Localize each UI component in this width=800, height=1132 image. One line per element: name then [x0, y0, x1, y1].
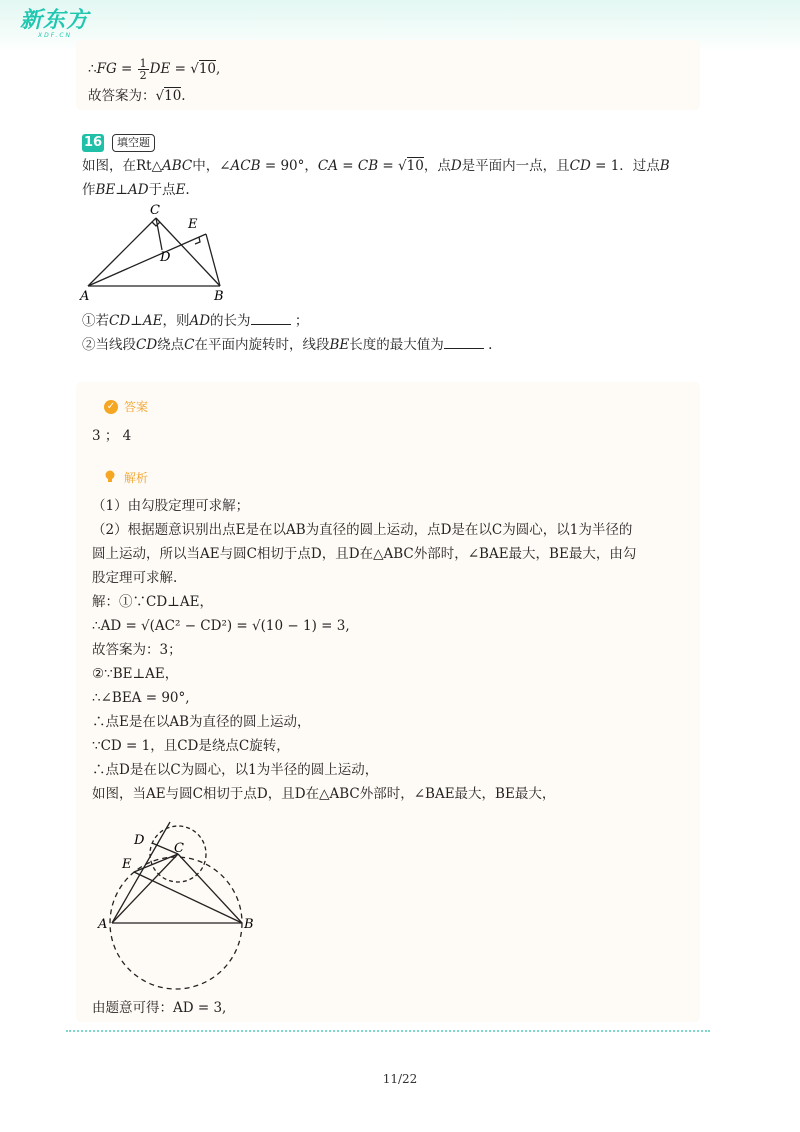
- svg-text:B: B: [214, 289, 224, 304]
- question-type-tag: 填空题: [112, 134, 155, 152]
- svg-text:E: E: [188, 217, 198, 232]
- analysis-line: （2）根据题意识别出点E是在以AB为直径的圆上运动，点D是在以C为圆心，以1为半径的: [92, 522, 633, 538]
- analysis-line: ②∵BE⊥AE，: [92, 666, 179, 682]
- prev-line-2: 故答案为：√10.: [88, 88, 186, 104]
- analysis-line: （1）由勾股定理可求解；: [92, 498, 250, 514]
- check-icon: ✓: [104, 400, 118, 414]
- analysis-last-line: 由题意可得：AD = 3,: [92, 1000, 227, 1016]
- analysis-line: 解：①∵CD⊥AE，: [92, 594, 213, 610]
- sub-question-1: ①若CD⊥AE，则AD的长为 ；: [82, 310, 308, 331]
- answer-title: 答案: [124, 400, 149, 414]
- page-number: 11/22: [382, 1072, 418, 1086]
- answer-value: 3 ； 4: [92, 428, 132, 444]
- answer-blank: [444, 334, 484, 349]
- brand-logo: 新东方 XDF.CN: [20, 8, 90, 39]
- sub-question-2: ②当线段CD绕点C在平面内旋转时，线段BE长度的最大值为 .: [82, 334, 492, 355]
- analysis-line: ∴点E是在以AB为直径的圆上运动，: [92, 714, 311, 730]
- analysis-line: 股定理可求解.: [92, 570, 178, 586]
- question-number-badge: 16: [83, 135, 103, 150]
- prev-line-1: ∴FG = $\frac{1}{2}$ DE = √10,: [88, 57, 221, 82]
- svg-text:B: B: [244, 917, 254, 932]
- svg-text:E: E: [122, 857, 132, 872]
- question-stem-line-1: 如图，在Rt△ABC中，∠ACB = 90°，CA = CB = √10，点D是平面内一点，且CD = 1．过点B: [82, 158, 670, 174]
- svg-text:C: C: [174, 841, 184, 856]
- question-stem-line-2: 作BE⊥AD于点E.: [82, 182, 190, 198]
- analysis-line: ∵CD = 1，且CD是绕点C旋转，: [92, 738, 290, 754]
- svg-text:D: D: [160, 250, 171, 265]
- answer-blank: [251, 310, 291, 325]
- analysis-line: 如图，当AE与圆C相切于点D，且D在△ABC外部时，∠BAE最大，BE最大，: [92, 786, 556, 802]
- analysis-line: ∴AD = √(AC² − CD²) = √(10 − 1) = 3,: [92, 618, 350, 634]
- lightbulb-icon: [104, 470, 116, 484]
- analysis-line: ∴∠BEA = 90°,: [92, 690, 190, 706]
- page-divider: [66, 1030, 710, 1032]
- svg-text:C: C: [150, 203, 160, 218]
- svg-text:A: A: [80, 289, 90, 304]
- analysis-figure: [90, 810, 270, 990]
- analysis-line: ∴点D是在以C为圆心，以1为半径的圆上运动，: [92, 762, 379, 778]
- analysis-title: 解析: [124, 471, 149, 485]
- svg-text:A: A: [98, 917, 108, 932]
- fraction: $\frac{1}{2}$: [139, 57, 147, 82]
- svg-text:D: D: [134, 833, 145, 848]
- analysis-line: 故答案为：3；: [92, 642, 182, 658]
- question-figure: [76, 198, 246, 306]
- analysis-line: 圆上运动，所以当AE与圆C相切于点D，且D在△ABC外部时，∠BAE最大，BE最大，由勾: [92, 546, 637, 562]
